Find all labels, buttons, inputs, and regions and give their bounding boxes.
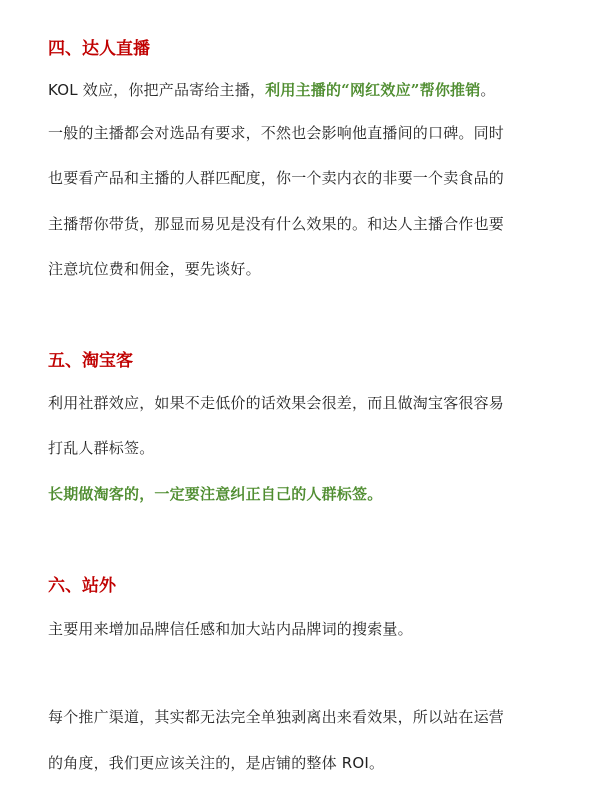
section-heading-offsite: 六、站外: [48, 576, 116, 596]
kol-paragraph-line-3: 也要看产品和主播的人群匹配度，你一个卖内衣的非要一个卖食品的: [48, 169, 505, 187]
kol-line1-period: 。: [480, 81, 496, 99]
section-heading-taobaoke: 五、淘宝客: [48, 351, 133, 371]
kol-paragraph-line-1: [48, 79, 496, 100]
kol-paragraph-line-5: 注意坑位费和佣金，要先谈好。: [48, 260, 261, 278]
kol-paragraph-line-4: 主播帮你带货，那显而易见是没有什么效果的。和达人主播合作也要: [48, 215, 505, 233]
kol-line1-text: KOL 效应，你把产品寄给主播，: [48, 81, 266, 99]
summary-paragraph-line-2: 的角度，我们更应该关注的，是店铺的整体 ROI。: [48, 754, 385, 772]
offsite-paragraph-line-1: 主要用来增加品牌信任感和加大站内品牌词的搜索量。: [48, 620, 413, 638]
section-heading-kol-live: 四、达人直播: [48, 39, 150, 59]
taobaoke-highlight: 长期做淘客的，一定要注意纠正自己的人群标签。: [48, 485, 383, 503]
taobaoke-paragraph-line-2: 打乱人群标签。: [48, 439, 155, 457]
kol-highlight-text: 利用主播的“网红效应”帮你推销: [265, 81, 481, 99]
summary-paragraph-line-1: 每个推广渠道，其实都无法完全单独剥离出来看效果，所以站在运营: [48, 708, 505, 726]
taobaoke-paragraph-line-1: 利用社群效应，如果不走低价的话效果会很差，而且做淘宝客很容易: [48, 394, 505, 412]
kol-paragraph-line-2: 一般的主播都会对选品有要求，不然也会影响他直播间的口碑。同时: [48, 124, 505, 142]
